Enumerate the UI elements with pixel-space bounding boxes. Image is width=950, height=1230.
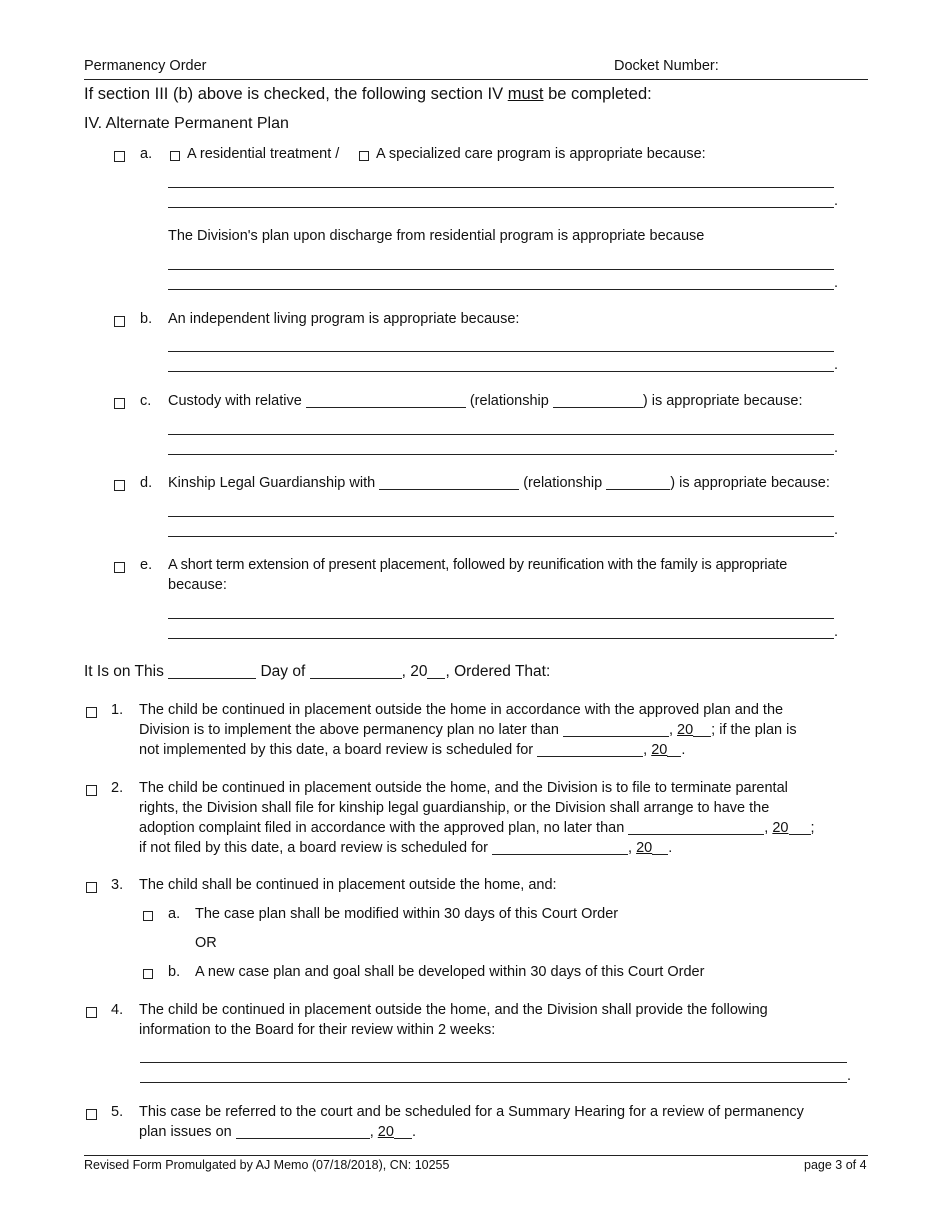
checkbox-iv-b[interactable] (114, 316, 125, 327)
order-5-text-line-1: This case be referred to the court and be scheduled for a Summary Hearing for a review of permanency (139, 1104, 804, 1120)
order-2-text-line-1: The child be continued in placement outside the home, and the Division is to file to terminate parental (139, 780, 788, 796)
order-number-5: 5. (111, 1104, 124, 1120)
order-4-answer-line-1[interactable] (140, 1062, 847, 1063)
or-label: OR (195, 935, 217, 951)
order-3b-text: A new case plan and goal shall be developed within 30 days of this Court Order (195, 964, 705, 980)
checkbox-order-4[interactable] (86, 1007, 97, 1018)
item-letter-c: c. (140, 393, 152, 409)
order-3b-letter: b. (168, 964, 181, 980)
checkbox-order-3[interactable] (86, 882, 97, 893)
footer-rule (84, 1155, 868, 1156)
hearing-date-blank[interactable] (236, 1124, 370, 1139)
iv-c-answer-line-2[interactable] (168, 454, 834, 455)
file-by-date-blank[interactable] (628, 820, 764, 835)
period: . (834, 440, 839, 456)
board-review-date-blank[interactable] (492, 840, 628, 855)
iv-a-discharge-line-2[interactable] (168, 289, 834, 290)
board-review-date-blank[interactable] (537, 742, 643, 757)
order-number-2: 2. (111, 780, 124, 796)
checkbox-order-3b[interactable] (143, 969, 153, 979)
order-1-text-line-2: Division is to implement the above permanency plan no later than , 20 ; if the plan is (139, 722, 797, 738)
checkbox-order-1[interactable] (86, 707, 97, 718)
year-field[interactable]: 20 (677, 722, 694, 738)
iv-d-answer-line-2[interactable] (168, 536, 834, 537)
year-field[interactable]: 20 (651, 742, 668, 758)
order-3a-letter: a. (168, 906, 181, 922)
form-title: Permanency Order (84, 58, 207, 74)
iv-a-answer-line-1[interactable] (168, 187, 834, 188)
page-number: page 3 of 4 (804, 1158, 867, 1172)
residential-treatment-label: A residential treatment / (187, 146, 340, 162)
specialized-care-label: A specialized care program is appropriate because: (376, 146, 706, 162)
year-blank[interactable] (427, 664, 445, 679)
short-term-extension-text-cont: because: (168, 577, 227, 593)
period: . (834, 522, 839, 538)
kinship-guardianship-text: Kinship Legal Guardianship with (relationship ) is appropriate because: (168, 475, 830, 491)
iv-e-answer-line-1[interactable] (168, 618, 834, 619)
checkbox-order-5[interactable] (86, 1109, 97, 1120)
item-letter-e: e. (140, 557, 153, 573)
ordered-that-line: It Is on This Day of , 20 , Ordered That: (84, 663, 551, 680)
year-field[interactable]: 20 (377, 1124, 394, 1140)
year-field[interactable]: 20 (636, 840, 653, 856)
year-blank[interactable] (394, 1124, 412, 1139)
discharge-plan-text: The Division's plan upon discharge from residential program is appropriate because (168, 228, 705, 244)
order-4-text-line-1: The child be continued in placement outside the home, and the Division shall provide the following (139, 1002, 768, 1018)
year-blank[interactable] (667, 742, 681, 757)
relationship-blank[interactable] (553, 393, 643, 408)
period: . (834, 193, 839, 209)
guardian-name-blank[interactable] (379, 475, 519, 490)
year-blank[interactable] (652, 840, 668, 855)
checkbox-iv-a[interactable] (114, 151, 125, 162)
order-number-3: 3. (111, 877, 124, 893)
order-1-text-line-3: not implemented by this date, a board review is scheduled for , 20 . (139, 742, 686, 758)
iv-a-answer-line-2[interactable] (168, 207, 834, 208)
order-3a-text: The case plan shall be modified within 30 days of this Court Order (195, 906, 619, 922)
checkbox-specialized-care[interactable] (359, 151, 369, 161)
footer-revision-note: Revised Form Promulgated by AJ Memo (07/18/2018), CN: 10255 (84, 1158, 450, 1172)
iv-e-answer-line-2[interactable] (168, 638, 834, 639)
period: . (847, 1068, 852, 1084)
order-number-1: 1. (111, 702, 124, 718)
order-4-answer-line-2[interactable] (140, 1082, 847, 1083)
order-1-text-line-1: The child be continued in placement outside the home in accordance with the approved plan and the (139, 702, 784, 718)
relationship-blank[interactable] (606, 475, 670, 490)
header-rule (84, 79, 868, 80)
iv-b-answer-line-1[interactable] (168, 351, 834, 352)
period: . (834, 624, 839, 640)
checkbox-iv-e[interactable] (114, 562, 125, 573)
item-letter-a: a. (140, 146, 153, 162)
checkbox-residential-treatment[interactable] (170, 151, 180, 161)
order-3-text: The child shall be continued in placement outside the home, and: (139, 877, 557, 893)
year-field[interactable]: 20 (772, 820, 789, 836)
intro-text: If section III (b) above is checked, the following section IV must be completed: (84, 85, 652, 103)
order-2-text-line-3: adoption complaint filed in accordance with the approved plan, no later than , 20 ; (139, 820, 815, 836)
checkbox-order-2[interactable] (86, 785, 97, 796)
relative-name-blank[interactable] (306, 393, 466, 408)
independent-living-text: An independent living program is appropriate because: (168, 311, 520, 327)
period: . (834, 357, 839, 373)
order-number-4: 4. (111, 1002, 124, 1018)
iv-d-answer-line-1[interactable] (168, 516, 834, 517)
year-blank[interactable] (789, 820, 811, 835)
iv-c-answer-line-1[interactable] (168, 434, 834, 435)
order-5-text-line-2: plan issues on , 20 . (139, 1124, 416, 1140)
checkbox-iv-d[interactable] (114, 480, 125, 491)
implement-by-date-blank[interactable] (563, 722, 669, 737)
iv-a-discharge-line-1[interactable] (168, 269, 834, 270)
item-letter-b: b. (140, 311, 153, 327)
order-4-text-line-2: information to the Board for their review within 2 weeks: (139, 1022, 496, 1038)
day-blank[interactable] (168, 664, 256, 679)
short-term-extension-text: A short term extension of present placement, followed by reunification with the family is appropriate (168, 557, 788, 573)
custody-relative-text: Custody with relative (relationship ) is appropriate because: (168, 393, 803, 409)
order-2-text-line-2: rights, the Division shall file for kinship legal guardianship, or the Division shall arrange to have the (139, 800, 770, 816)
docket-number-label: Docket Number: (614, 58, 719, 74)
checkbox-order-3a[interactable] (143, 911, 153, 921)
month-blank[interactable] (310, 664, 402, 679)
year-blank[interactable] (693, 722, 711, 737)
section-title: IV. Alternate Permanent Plan (84, 115, 289, 132)
iv-b-answer-line-2[interactable] (168, 371, 834, 372)
item-letter-d: d. (140, 475, 153, 491)
period: . (834, 275, 839, 291)
checkbox-iv-c[interactable] (114, 398, 125, 409)
order-2-text-line-4: if not filed by this date, a board review is scheduled for , 20 . (139, 840, 673, 856)
